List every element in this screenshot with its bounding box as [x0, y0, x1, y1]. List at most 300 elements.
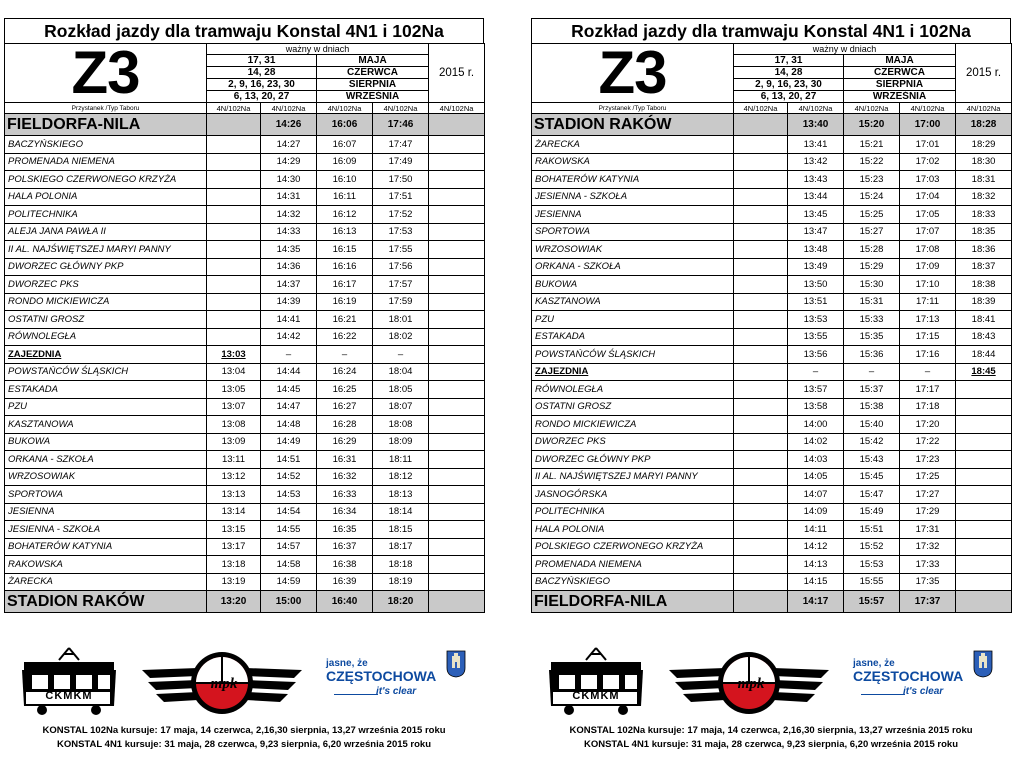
departure-time: 17:27	[900, 486, 956, 504]
stop-name: OSTATNI GROSZ	[532, 398, 734, 416]
departure-time	[734, 114, 788, 136]
departure-time	[429, 503, 485, 521]
departure-time	[956, 398, 1012, 416]
stop-name: RONDO MICKIEWICZA	[532, 416, 734, 434]
departure-time: 14:49	[261, 433, 317, 451]
stop-name: ORKANA - SZKOŁA	[5, 451, 207, 469]
departure-time	[734, 276, 788, 294]
valid-days: 14, 28	[734, 67, 844, 79]
departure-time: –	[900, 363, 956, 381]
stop-name: JESIENNA - SZKOŁA	[532, 188, 734, 206]
departure-time: 15:42	[844, 433, 900, 451]
valid-month: WRZEŚNIA	[844, 91, 956, 103]
stop-row	[5, 258, 485, 276]
departure-time: 14:33	[261, 223, 317, 241]
departure-time: 18:01	[373, 311, 429, 329]
stop-name: BOHATERÓW KATYNIA	[532, 171, 734, 189]
slogan-bottom: it's clear	[903, 686, 944, 697]
mpk-logo-text: mpk	[737, 676, 765, 692]
departure-time: 15:22	[844, 153, 900, 171]
departure-time	[429, 538, 485, 556]
departure-time: 14:47	[261, 398, 317, 416]
logo-strip	[531, 646, 1011, 718]
valid-month: SIERPNIA	[844, 79, 956, 91]
note-line: KONSTAL 102Na kursuje: 17 maja, 14 czerwca, 2,16,30 sierpnia, 13,27 września 2015 roku	[42, 725, 446, 736]
stop-name: RÓWNOLEGŁA	[5, 328, 207, 346]
departure-time	[734, 346, 788, 364]
valid-days: 17, 31	[734, 55, 844, 67]
stop-name: BACZYŃSKIEGO	[5, 136, 207, 154]
slogan-top: jasne, że	[326, 658, 368, 669]
departure-time: 18:37	[956, 258, 1012, 276]
departure-time	[734, 241, 788, 259]
departure-time: 17:56	[373, 258, 429, 276]
departure-time: 16:35	[317, 521, 373, 539]
stop-row	[532, 171, 1012, 189]
column-header-vehicle: 4N/102Na	[373, 103, 429, 114]
departure-time: 13:45	[788, 206, 844, 224]
departure-time: 16:07	[317, 136, 373, 154]
departure-time: 15:00	[261, 591, 317, 613]
departure-time: 16:39	[317, 573, 373, 591]
departure-time: 14:12	[788, 538, 844, 556]
valid-month: SIERPNIA	[317, 79, 429, 91]
terminal-row	[5, 114, 485, 136]
stop-name: KASZTANOWA	[532, 293, 734, 311]
column-header-vehicle: 4N/102Na	[956, 103, 1012, 114]
departure-time: 17:16	[900, 346, 956, 364]
departure-time	[734, 311, 788, 329]
departure-time: 14:37	[261, 276, 317, 294]
departure-time: 17:09	[900, 258, 956, 276]
notes	[4, 724, 484, 752]
departure-time	[734, 521, 788, 539]
departure-time: 18:15	[373, 521, 429, 539]
departure-time: 17:59	[373, 293, 429, 311]
departure-time: 13:12	[207, 468, 261, 486]
departure-time: 16:28	[317, 416, 373, 434]
departure-time	[429, 223, 485, 241]
departure-time: 14:32	[261, 206, 317, 224]
departure-time	[734, 381, 788, 399]
departure-time	[429, 381, 485, 399]
departure-time: 15:47	[844, 486, 900, 504]
stop-row	[5, 206, 485, 224]
departure-time: 14:57	[261, 538, 317, 556]
departure-time	[429, 398, 485, 416]
departure-time: 14:41	[261, 311, 317, 329]
stop-row	[532, 276, 1012, 294]
departure-time	[207, 293, 261, 311]
slogan-top: jasne, że	[853, 658, 895, 669]
departure-time: 17:18	[900, 398, 956, 416]
departure-time: 13:09	[207, 433, 261, 451]
stop-row	[5, 381, 485, 399]
stop-name: SPORTOWA	[532, 223, 734, 241]
departure-time: 14:51	[261, 451, 317, 469]
departure-time	[956, 468, 1012, 486]
departure-time: 13:13	[207, 486, 261, 504]
departure-time: 16:34	[317, 503, 373, 521]
stop-name: BUKOWA	[532, 276, 734, 294]
stop-row	[5, 171, 485, 189]
departure-time: 18:18	[373, 556, 429, 574]
stop-name: DWORZEC PKS	[532, 433, 734, 451]
departure-time: 18:39	[956, 293, 1012, 311]
departure-time: 15:21	[844, 136, 900, 154]
departure-time: 13:41	[788, 136, 844, 154]
departure-time: 17:23	[900, 451, 956, 469]
departure-time: 18:04	[373, 363, 429, 381]
stop-row	[5, 241, 485, 259]
departure-time	[734, 591, 788, 613]
departure-time: 16:21	[317, 311, 373, 329]
departure-time: 16:09	[317, 153, 373, 171]
departure-time: 13:44	[788, 188, 844, 206]
stop-name: HALA POLONIA	[532, 521, 734, 539]
departure-time	[734, 171, 788, 189]
departure-time: 14:52	[261, 468, 317, 486]
departure-time: 17:10	[900, 276, 956, 294]
stop-name: II AL. NAJŚWIĘTSZEJ MARYI PANNY	[532, 468, 734, 486]
departure-time	[734, 556, 788, 574]
valid-days: 14, 28	[207, 67, 317, 79]
departure-time: 15:40	[844, 416, 900, 434]
departure-time: 13:42	[788, 153, 844, 171]
year-label: 2015 r.	[429, 44, 485, 103]
departure-time	[429, 311, 485, 329]
departure-time	[956, 416, 1012, 434]
stop-row	[5, 136, 485, 154]
schedule-rows	[5, 114, 485, 613]
valid-days: 6, 13, 20, 27	[734, 91, 844, 103]
terminal-row	[532, 591, 1012, 613]
departure-time: 15:57	[844, 591, 900, 613]
departure-time: 18:09	[373, 433, 429, 451]
departure-time: 16:38	[317, 556, 373, 574]
departure-time	[734, 136, 788, 154]
stop-row	[5, 503, 485, 521]
departure-time: 17:13	[900, 311, 956, 329]
ckm-tram-logo	[18, 646, 120, 716]
departure-time: 17:15	[900, 328, 956, 346]
stop-name: PZU	[5, 398, 207, 416]
departure-time: 18:38	[956, 276, 1012, 294]
stop-row	[532, 433, 1012, 451]
departure-time: 15:28	[844, 241, 900, 259]
departure-time: 18:30	[956, 153, 1012, 171]
departure-time	[734, 573, 788, 591]
valid-month: MAJA	[844, 55, 956, 67]
stop-name: RAKOWSKA	[532, 153, 734, 171]
departure-time: 16:10	[317, 171, 373, 189]
stop-row	[5, 363, 485, 381]
depot-row	[532, 363, 1012, 381]
stop-name: POLSKIEGO CZERWONEGO KRZYŻA	[532, 538, 734, 556]
stop-name: ALEJA JANA PAWŁA II	[5, 223, 207, 241]
departure-time	[956, 573, 1012, 591]
column-header-vehicle: 4N/102Na	[317, 103, 373, 114]
stop-name: RÓWNOLEGŁA	[532, 381, 734, 399]
stop-name: JESIENNA	[532, 206, 734, 224]
departure-time: 16:32	[317, 468, 373, 486]
departure-time	[734, 503, 788, 521]
stop-row	[532, 486, 1012, 504]
departure-time	[429, 556, 485, 574]
departure-time	[956, 433, 1012, 451]
valid-days: 2, 9, 16, 23, 30	[734, 79, 844, 91]
departure-time: 18:41	[956, 311, 1012, 329]
stop-name: ŻARECKA	[5, 573, 207, 591]
departure-time: 18:36	[956, 241, 1012, 259]
departure-time	[429, 258, 485, 276]
departure-time: 18:35	[956, 223, 1012, 241]
stop-name: RAKOWSKA	[5, 556, 207, 574]
czestochowa-logo	[326, 658, 438, 698]
departure-time: 18:45	[956, 363, 1012, 381]
column-header-stop: Przystanek /Typ Taboru	[532, 103, 734, 114]
departure-time: 17:52	[373, 206, 429, 224]
departure-time: 17:53	[373, 223, 429, 241]
departure-time: 14:44	[261, 363, 317, 381]
departure-time	[429, 328, 485, 346]
departure-time: 16:12	[317, 206, 373, 224]
stop-row	[532, 311, 1012, 329]
departure-time: –	[261, 346, 317, 364]
stop-row	[5, 188, 485, 206]
departure-time: 17:02	[900, 153, 956, 171]
departure-time: 18:08	[373, 416, 429, 434]
departure-time: 13:20	[207, 591, 261, 613]
stop-row	[532, 381, 1012, 399]
stop-name: ORKANA - SZKOŁA	[532, 258, 734, 276]
stop-row	[532, 521, 1012, 539]
departure-time: 16:24	[317, 363, 373, 381]
departure-time: 14:30	[261, 171, 317, 189]
departure-time	[207, 171, 261, 189]
departure-time: 17:35	[900, 573, 956, 591]
departure-time	[429, 153, 485, 171]
departure-time: 15:55	[844, 573, 900, 591]
departure-time	[429, 468, 485, 486]
departure-time	[734, 328, 788, 346]
stop-name: ZAJEZDNIA	[5, 346, 207, 364]
departure-time: 16:27	[317, 398, 373, 416]
departure-time: –	[373, 346, 429, 364]
stop-row	[5, 556, 485, 574]
departure-time: 13:48	[788, 241, 844, 259]
stop-name: ŻARECKA	[532, 136, 734, 154]
departure-time: 17:57	[373, 276, 429, 294]
departure-time: 16:29	[317, 433, 373, 451]
departure-time: 15:24	[844, 188, 900, 206]
departure-time: 17:29	[900, 503, 956, 521]
departure-time	[207, 311, 261, 329]
stop-row	[5, 276, 485, 294]
departure-time: 15:51	[844, 521, 900, 539]
departure-time	[429, 346, 485, 364]
departure-time	[956, 591, 1012, 613]
departure-time	[429, 293, 485, 311]
stop-row	[532, 538, 1012, 556]
departure-time: 14:54	[261, 503, 317, 521]
column-header-vehicle: 4N/102Na	[900, 103, 956, 114]
departure-time: 14:48	[261, 416, 317, 434]
stop-row	[5, 416, 485, 434]
departure-time: 13:14	[207, 503, 261, 521]
departure-time: 18:05	[373, 381, 429, 399]
valid-month: CZERWCA	[844, 67, 956, 79]
departure-time: 17:50	[373, 171, 429, 189]
departure-time: 14:13	[788, 556, 844, 574]
departure-time: 14:15	[788, 573, 844, 591]
departure-time: 14:11	[788, 521, 844, 539]
departure-time: 14:58	[261, 556, 317, 574]
departure-time	[734, 206, 788, 224]
stop-row	[5, 311, 485, 329]
note-line: KONSTAL 4N1 kursuje: 31 maja, 28 czerwca, 9,23 sierpnia, 6,20 września 2015 roku	[56, 739, 432, 750]
departure-time: 14:53	[261, 486, 317, 504]
departure-time	[207, 206, 261, 224]
departure-time: 18:07	[373, 398, 429, 416]
stop-name: RONDO MICKIEWICZA	[5, 293, 207, 311]
departure-time: 18:32	[956, 188, 1012, 206]
departure-time	[429, 451, 485, 469]
departure-time: 13:15	[207, 521, 261, 539]
valid-month: WRZEŚNIA	[317, 91, 429, 103]
stop-name: POWSTAŃCÓW ŚLĄSKICH	[5, 363, 207, 381]
departure-time: 14:27	[261, 136, 317, 154]
departure-time: 13:51	[788, 293, 844, 311]
departure-time: 13:57	[788, 381, 844, 399]
stop-row	[532, 293, 1012, 311]
departure-time: 15:30	[844, 276, 900, 294]
column-header-vehicle: 4N/102Na	[261, 103, 317, 114]
stop-row	[5, 521, 485, 539]
valid-days: 17, 31	[207, 55, 317, 67]
schedule-table	[531, 43, 1012, 613]
year-label: 2015 r.	[956, 44, 1012, 103]
departure-time	[956, 521, 1012, 539]
departure-time: 15:33	[844, 311, 900, 329]
departure-time	[207, 241, 261, 259]
departure-time: 15:38	[844, 398, 900, 416]
departure-time: 14:03	[788, 451, 844, 469]
departure-time: 18:02	[373, 328, 429, 346]
departure-time	[429, 573, 485, 591]
departure-time: 14:55	[261, 521, 317, 539]
departure-time	[734, 293, 788, 311]
stop-name: OSTATNI GROSZ	[5, 311, 207, 329]
departure-time	[207, 276, 261, 294]
departure-time: 13:03	[207, 346, 261, 364]
stop-name: KASZTANOWA	[5, 416, 207, 434]
departure-time	[207, 328, 261, 346]
validity-label: ważny w dniach	[207, 44, 429, 55]
column-header-vehicle: 4N/102Na	[207, 103, 261, 114]
line-number: Z3	[532, 44, 734, 103]
departure-time: 15:23	[844, 171, 900, 189]
departure-time: 14:31	[261, 188, 317, 206]
stop-name: BUKOWA	[5, 433, 207, 451]
departure-time: 18:19	[373, 573, 429, 591]
slogan-city: CZĘSTOCHOWA	[853, 668, 964, 684]
depot-row	[5, 346, 485, 364]
departure-time: 17:04	[900, 188, 956, 206]
timetable-title: Rozkład jazdy dla tramwaju Konstal 4N1 i 102Na	[4, 18, 484, 43]
departure-time: 16:25	[317, 381, 373, 399]
departure-time	[734, 416, 788, 434]
departure-time: 14:17	[788, 591, 844, 613]
departure-time: 13:08	[207, 416, 261, 434]
stop-row	[5, 223, 485, 241]
stop-row	[532, 398, 1012, 416]
departure-time	[956, 451, 1012, 469]
departure-time: 14:59	[261, 573, 317, 591]
stop-name: STADION RAKÓW	[532, 114, 734, 136]
mpk-logo-text: mpk	[210, 676, 238, 692]
stop-row	[5, 451, 485, 469]
departure-time: 16:19	[317, 293, 373, 311]
stop-row	[5, 398, 485, 416]
departure-time	[429, 206, 485, 224]
departure-time: 17:22	[900, 433, 956, 451]
departure-time: 16:06	[317, 114, 373, 136]
departure-time: 13:49	[788, 258, 844, 276]
departure-time	[956, 556, 1012, 574]
departure-time: 17:49	[373, 153, 429, 171]
ckm-logo-text: CKMKM	[45, 690, 93, 702]
departure-time: 17:37	[900, 591, 956, 613]
departure-time: 15:31	[844, 293, 900, 311]
departure-time	[429, 363, 485, 381]
stop-row	[532, 136, 1012, 154]
city-crest-icon	[446, 650, 466, 678]
stop-row	[5, 573, 485, 591]
column-header-stop: Przystanek /Typ Taboru	[5, 103, 207, 114]
stop-name: STADION RAKÓW	[5, 591, 207, 613]
stop-row	[532, 223, 1012, 241]
departure-time: 18:29	[956, 136, 1012, 154]
terminal-row	[532, 114, 1012, 136]
departure-time: 15:29	[844, 258, 900, 276]
stop-row	[532, 556, 1012, 574]
departure-time	[429, 188, 485, 206]
departure-time: 17:46	[373, 114, 429, 136]
departure-time: 15:52	[844, 538, 900, 556]
timetable-right	[531, 18, 1011, 750]
departure-time: 13:40	[788, 114, 844, 136]
departure-time	[429, 433, 485, 451]
departure-time	[429, 486, 485, 504]
line-number: Z3	[5, 44, 207, 103]
departure-time	[734, 538, 788, 556]
departure-time: 14:29	[261, 153, 317, 171]
departure-time	[734, 398, 788, 416]
departure-time: 14:26	[261, 114, 317, 136]
stop-name: POLITECHNIKA	[532, 503, 734, 521]
valid-days: 2, 9, 16, 23, 30	[207, 79, 317, 91]
stop-row	[5, 433, 485, 451]
departure-time: 15:53	[844, 556, 900, 574]
departure-time: 15:37	[844, 381, 900, 399]
slogan-underline	[861, 694, 905, 695]
stop-name: ZAJEZDNIA	[532, 363, 734, 381]
stop-row	[5, 468, 485, 486]
departure-time	[207, 114, 261, 136]
valid-month: MAJA	[317, 55, 429, 67]
departure-time: 14:42	[261, 328, 317, 346]
